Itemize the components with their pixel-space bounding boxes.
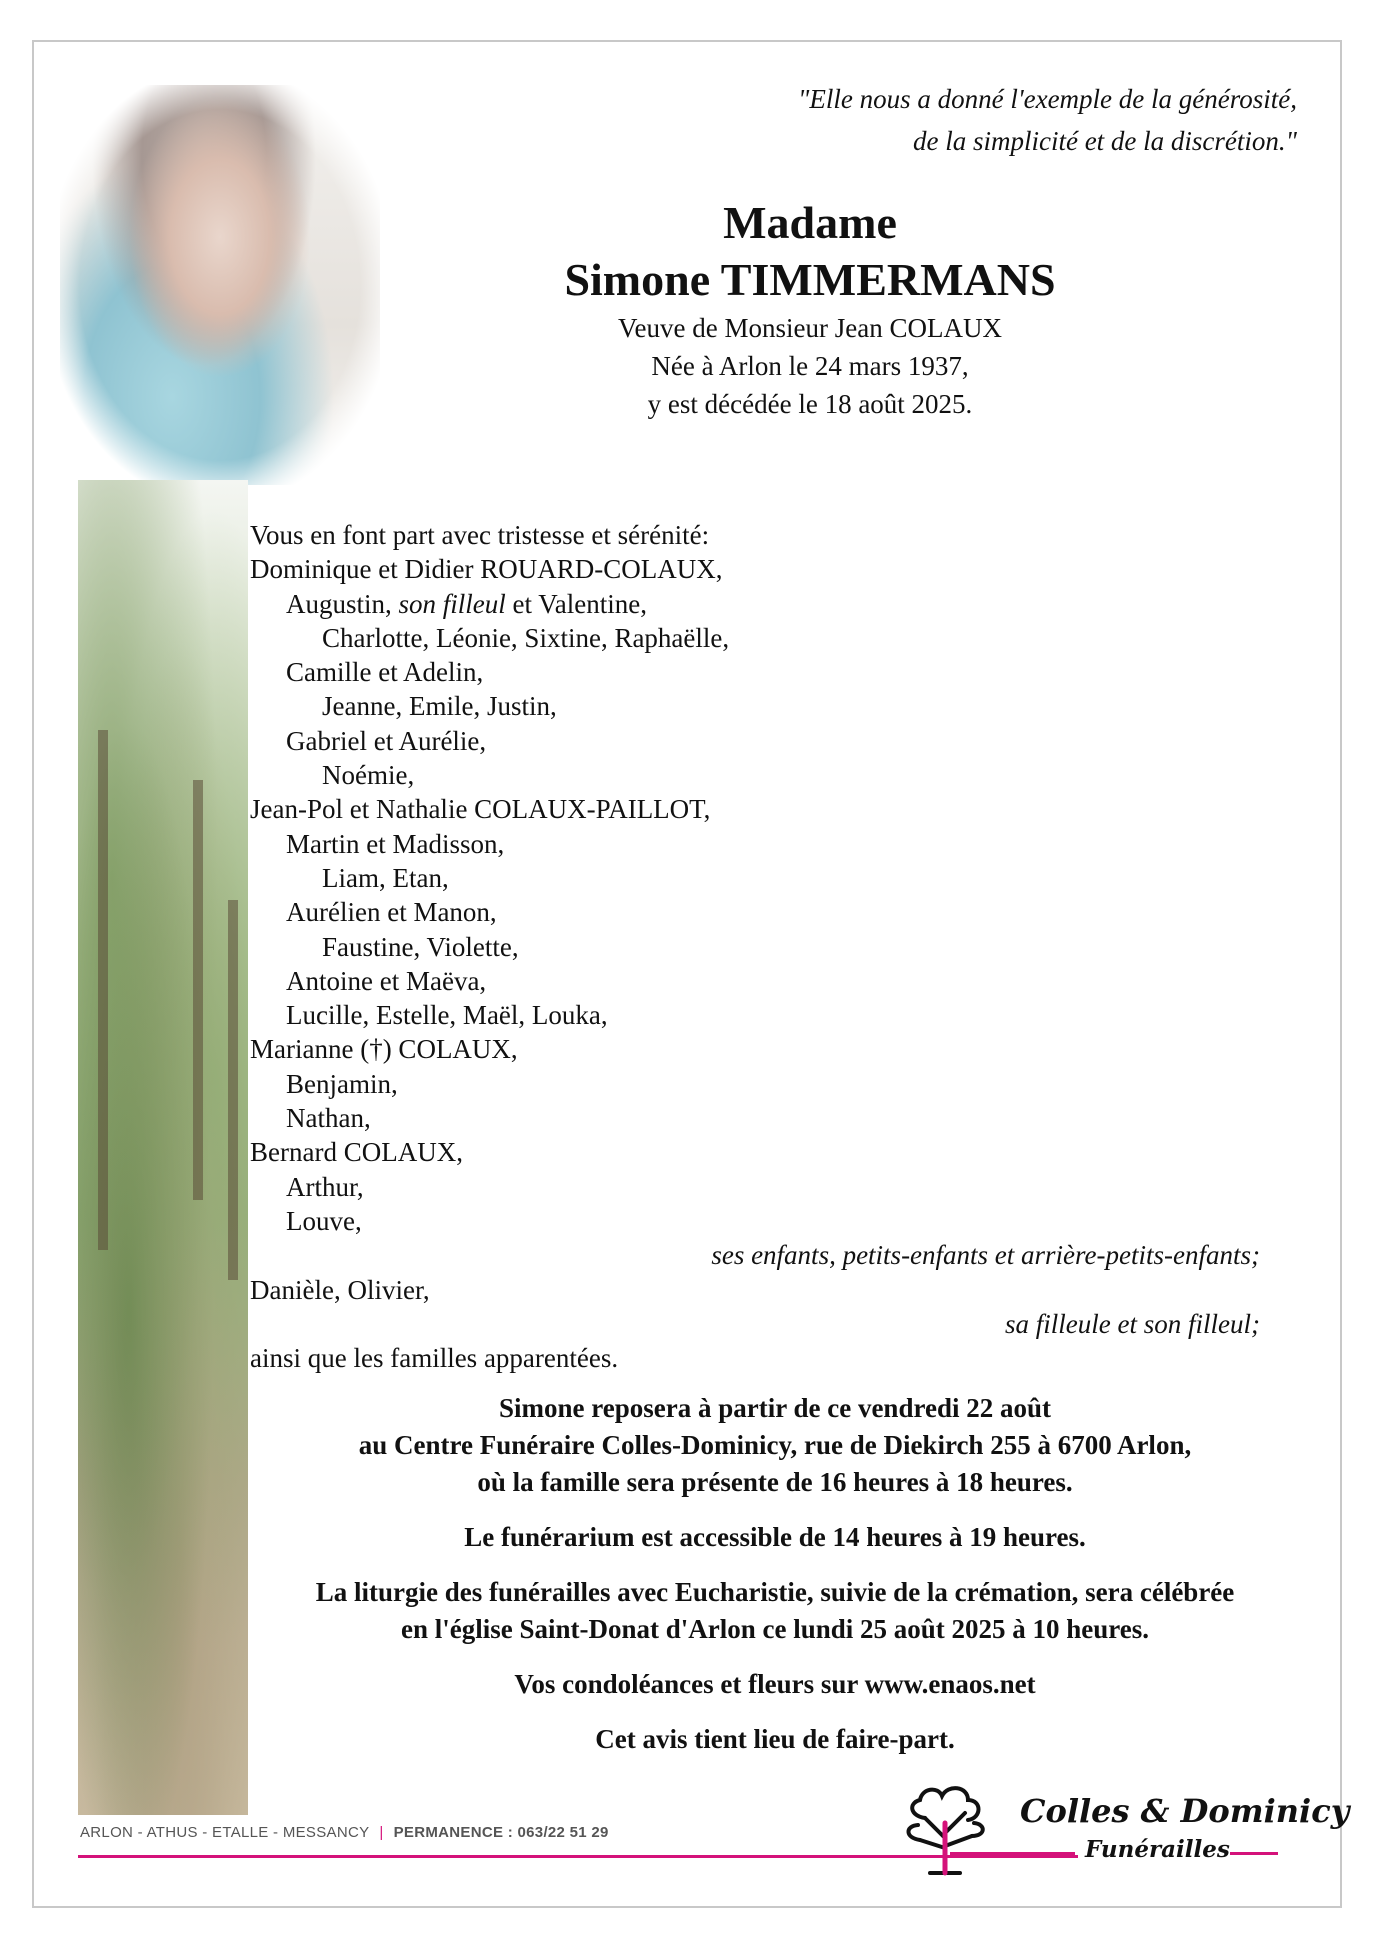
forest-path-image [78, 480, 248, 1815]
funeral-home-logo [890, 1778, 1350, 1888]
family-list [250, 518, 1300, 1375]
godchildren-line: Danièle, Olivier, [250, 1274, 430, 1305]
logo-line-left [950, 1852, 1075, 1855]
list-item: Louve, [286, 1205, 362, 1236]
widow-line: Veuve de Monsieur Jean COLAUX [618, 313, 1002, 343]
list-item: Martin et Madisson, [286, 828, 505, 859]
funeral-notices [250, 1390, 1300, 1776]
viewing-line-2: au Centre Funéraire Colles-Dominicy, rue de Diekirch 255 à 6700 Arlon, [358, 1430, 1192, 1460]
epitaph-quote [597, 78, 1297, 162]
godchildren-caption: sa filleule et son filleul; [1005, 1308, 1260, 1339]
logo-name: Colles & Dominicy [1020, 1792, 1350, 1830]
deceased-title: Madame [723, 197, 897, 248]
logo-line-right [1230, 1852, 1278, 1855]
children-caption: ses enfants, petits-enfants et arrière-petits-enfants; [711, 1240, 1260, 1271]
faire-part-notice: Cet avis tient lieu de faire-part. [595, 1724, 955, 1754]
tree-icon [890, 1778, 1000, 1878]
liturgy-line-1: La liturgie des funérailles avec Eucharistie, suivie de la crémation, sera célébrée [315, 1577, 1235, 1607]
list-item: Noémie, [322, 760, 415, 791]
list-item: Liam, Etan, [322, 862, 449, 893]
logo-subtitle: Funérailles [1085, 1836, 1230, 1863]
list-item: Antoine et Maëva, [286, 965, 487, 996]
viewing-notice [250, 1390, 1300, 1501]
list-item: Bernard COLAUX, [250, 1137, 463, 1168]
list-item: Augustin, son filleul et Valentine, [286, 588, 647, 619]
viewing-line-3: où la famille sera présente de 16 heures à 18 heures. [477, 1467, 1073, 1497]
quote-line-2: de la simplicité et de la discrétion." [912, 126, 1297, 156]
liturgy-line-2: en l'église Saint-Donat d'Arlon ce lundi 25 août 2025 à 10 heures. [400, 1614, 1150, 1644]
list-item: Gabriel et Aurélie, [286, 725, 487, 756]
list-item: Aurélien et Manon, [286, 897, 497, 928]
list-item: Lucille, Estelle, Maël, Louka, [286, 1000, 608, 1031]
list-item: Nathan, [286, 1103, 371, 1134]
relatives-line: ainsi que les familles apparentées. [250, 1343, 619, 1374]
list-item: Charlotte, Léonie, Sixtine, Raphaëlle, [322, 622, 730, 653]
list-item: Arthur, [286, 1171, 364, 1202]
family-intro: Vous en font part avec tristesse et sérénité: [250, 520, 710, 550]
deceased-name: Simone TIMMERMANS [564, 254, 1056, 305]
access-notice: Le funérarium est accessible de 14 heures à 19 heures. [464, 1522, 1086, 1552]
list-item: Marianne (†) COLAUX, [250, 1034, 518, 1065]
list-item: Faustine, Violette, [322, 931, 519, 962]
list-item: Jeanne, Emile, Justin, [322, 691, 557, 722]
deceased-portrait-photo [60, 85, 380, 485]
viewing-line-1: Simone reposera à partir de ce vendredi 22 août [499, 1393, 1051, 1423]
liturgy-notice [250, 1574, 1300, 1648]
list-item: Camille et Adelin, [286, 657, 484, 688]
footer-info [80, 1824, 609, 1841]
footer-permanence: PERMANENCE : 063/22 51 29 [393, 1824, 609, 1841]
deceased-header [400, 195, 1220, 423]
condolences-notice: Vos condoléances et fleurs sur www.enaos.net [514, 1669, 1036, 1699]
list-item: Jean-Pol et Nathalie COLAUX-PAILLOT, [250, 794, 711, 825]
list-item: Benjamin, [286, 1068, 398, 1099]
footer-locations: ARLON - ATHUS - ETALLE - MESSANCY [80, 1824, 370, 1841]
death-line: y est décédée le 18 août 2025. [647, 389, 973, 419]
birth-line: Née à Arlon le 24 mars 1937, [651, 351, 969, 381]
list-item: Dominique et Didier ROUARD-COLAUX, [250, 554, 723, 585]
footer-separator: | [379, 1824, 384, 1841]
quote-line-1: "Elle nous a donné l'exemple de la générosité, [798, 84, 1297, 114]
